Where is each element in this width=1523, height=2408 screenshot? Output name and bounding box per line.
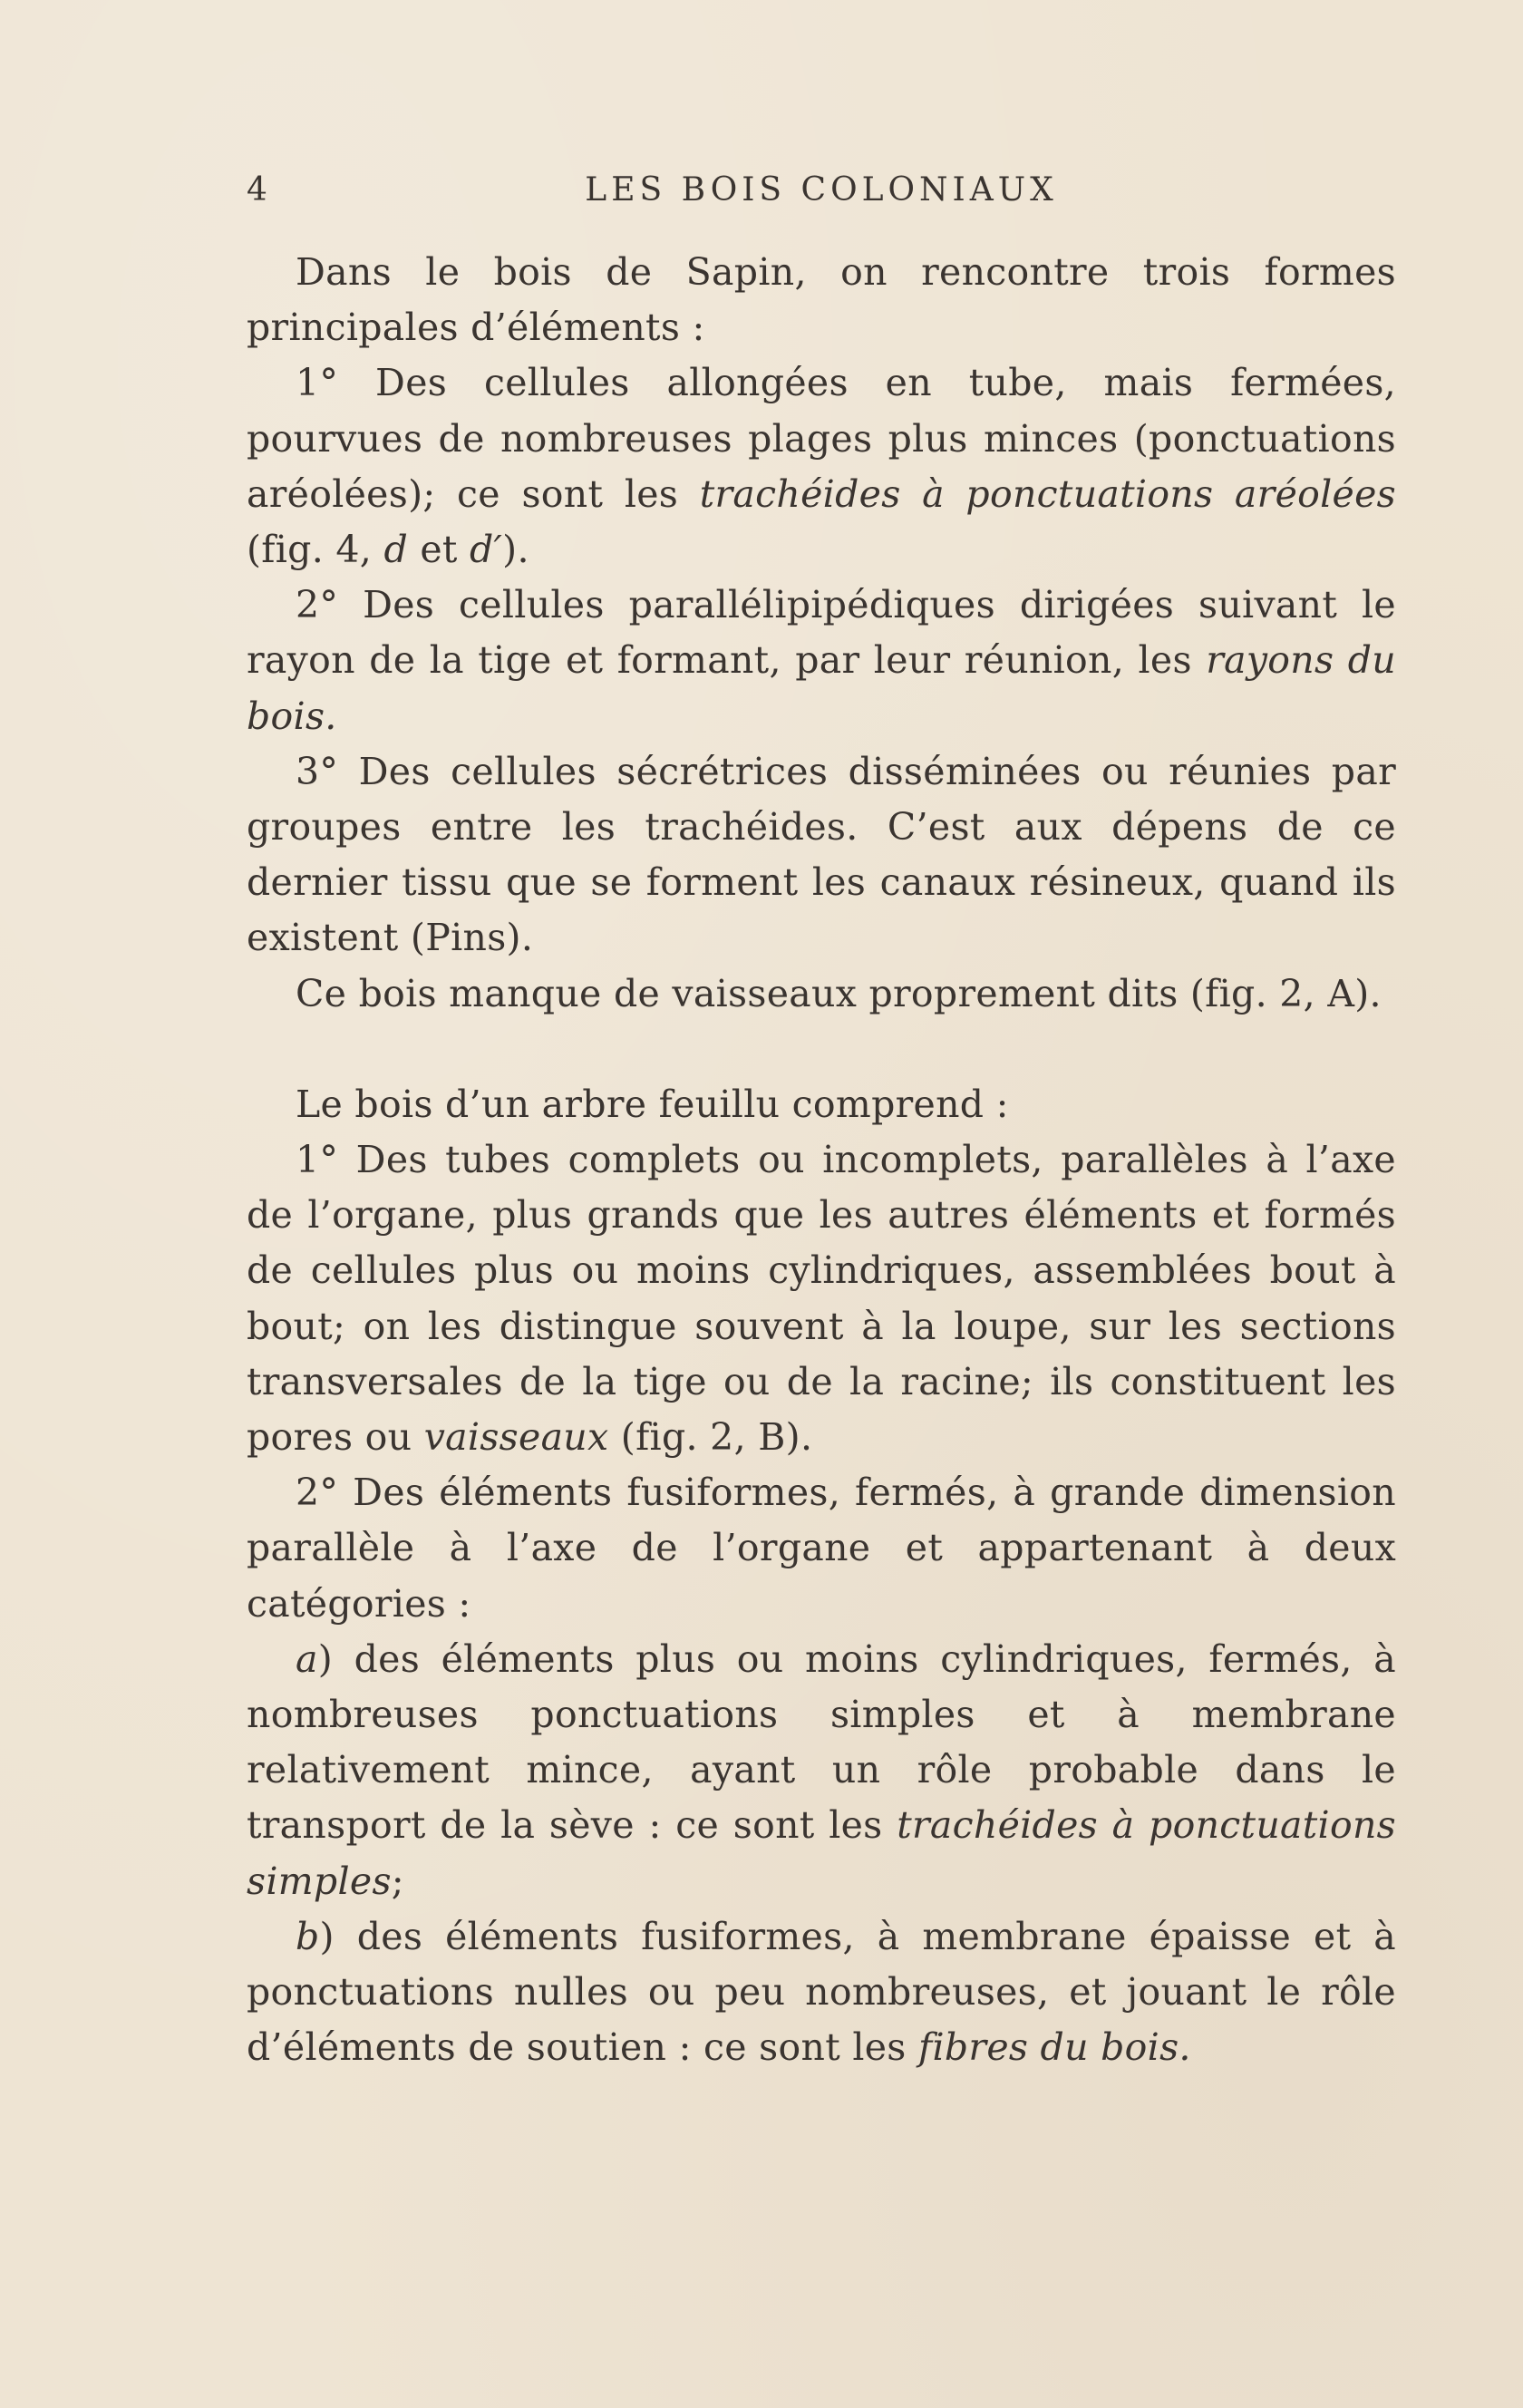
paragraph-feuillu-item-b: [247, 1909, 1396, 2076]
item-a-text: ) des éléments plus ou moins cylindriques, fermés, à nombreuses ponctuations simples et à membrane relativement mince, ayant un rôle probable dans le transport de la sève : ce sont les: [247, 1636, 1396, 1848]
term-vaisseaux: vaisseaux: [423, 1415, 609, 1460]
term-rayons-du-bois: rayons du bois.: [247, 638, 1396, 738]
paragraph-feuillu-intro: [247, 1077, 1396, 1132]
feuillu-intro-text: Le bois d’un arbre feuillu comprend :: [296, 1082, 1009, 1126]
body-text: [247, 245, 1396, 2076]
paragraph-feuillu-item-2: [247, 1465, 1396, 1632]
paragraph-sapin-intro: [247, 245, 1396, 355]
sapin-item-2-text: 2° Des cellules parallélipipédiques dirigées suivant le rayon de la tige et formant, par leur réunion, les: [247, 583, 1396, 683]
fig-ref-d-prime: d′: [470, 528, 503, 572]
paragraph-sapin-closing: [247, 966, 1396, 1022]
paragraph-sapin-item-3: [247, 744, 1396, 966]
paragraph-sapin-item-1: [247, 355, 1396, 578]
feuillu-item-1-tail: (fig. 2, B).: [608, 1415, 813, 1460]
page-header: [247, 163, 1396, 218]
sapin-item-3-text: 3° Des cellules sécrétrices disséminées ou réunies par groupes entre les trachéides. C’est aux dépens de ce dernier tissu que se forment les canaux résineux, quand ils existent (Pins).: [247, 749, 1396, 960]
item-b-label: b: [296, 1914, 320, 1958]
fig-ref-d: d: [383, 528, 408, 572]
paragraph-feuillu-item-1: [247, 1132, 1396, 1465]
fig-ref-close: ).: [502, 528, 529, 572]
term-tracheides-areolees: trachéides à ponctuations aréolées: [699, 471, 1396, 516]
fig-ref-text: (fig. 4,: [247, 528, 384, 572]
term-fibres-du-bois: fibres du bois.: [917, 2025, 1191, 2070]
feuillu-item-2-text: 2° Des éléments fusiformes, fermés, à grande dimension parallèle à l’axe de l’organe et appartenant à deux catégories :: [247, 1471, 1396, 1626]
item-b-text: ) des éléments fusiformes, à membrane épaisse et à ponctuations nulles ou peu nombreuses, et jouant le rôle d’éléments de soutien : ce sont les: [247, 1914, 1396, 2070]
item-a-tail: ;: [391, 1859, 404, 1903]
sapin-closing-text: Ce bois manque de vaisseaux proprement dits (fig. 2, A).: [296, 971, 1382, 1015]
paragraph-sapin-item-2: [247, 578, 1396, 744]
paragraph-feuillu-item-a: [247, 1632, 1396, 1909]
sapin-item-1-text: 1° Des cellules allongées en tube, mais fermées, pourvues de nombreuses plages plus minces (ponctuations aréolées); ce sont les: [247, 361, 1396, 516]
page-number: 4: [247, 171, 270, 209]
fig-ref-and: et: [408, 528, 470, 572]
section-spacer: [247, 1022, 1396, 1077]
term-tracheides-simples: trachéides à ponctuations simples: [247, 1803, 1396, 1903]
item-a-label: a: [296, 1636, 318, 1681]
feuillu-item-1-text: 1° Des tubes complets ou incomplets, parallèles à l’axe de l’organe, plus grands que les autres éléments et formés de cellules plus ou moins cylindriques, assemblées bout à bout; on les distingue souvent à la loupe, sur les sections transversales de la tige ou de la racine; ils constituent les pores ou: [247, 1138, 1396, 1460]
sapin-intro-text: Dans le bois de Sapin, on rencontre trois formes principales d’éléments :: [247, 250, 1396, 350]
running-title: LES BOIS COLONIAUX: [585, 171, 1058, 209]
